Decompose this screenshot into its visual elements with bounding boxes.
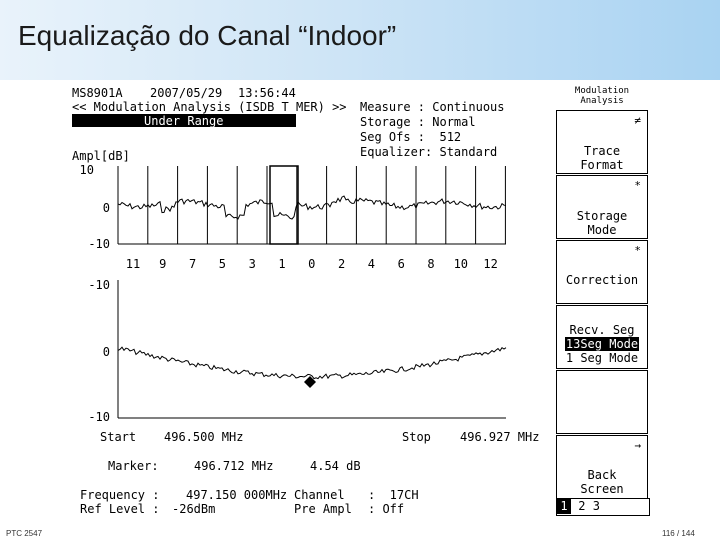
segment-label: 8 <box>427 257 435 271</box>
segment-label: 10 <box>453 257 469 271</box>
recv-seg-softkey[interactable] <box>556 305 648 369</box>
back-screen-softkey[interactable] <box>556 435 648 499</box>
upper-segment-dividers <box>148 166 506 244</box>
instrument-time: 13:56:44 <box>238 86 296 100</box>
instrument-date: 2007/05/29 <box>150 86 223 100</box>
seg-ofs-setting: Seg Ofs : 512 <box>360 130 462 144</box>
lower-response-trace <box>118 347 506 378</box>
segment-label: 0 <box>308 257 316 271</box>
segment-label: 6 <box>397 257 405 271</box>
upper-ytick-top: 10 <box>79 163 94 177</box>
ref-level-label: Ref Level : <box>80 502 160 516</box>
channel-value: : 17CH <box>368 488 419 502</box>
stop-value: 496.927 MHz <box>460 430 540 444</box>
seg13-mode-option[interactable] <box>557 337 647 351</box>
start-label: Start <box>100 430 137 444</box>
storage-setting: Storage : Normal <box>360 115 476 129</box>
upper-amplitude-trace <box>118 196 506 219</box>
lower-ytick-mid: 0 <box>102 345 110 359</box>
trace-format-label-1: Trace <box>583 144 621 158</box>
segment-label: 4 <box>367 257 376 271</box>
marker-label: Marker: <box>108 459 159 473</box>
frequency-label: Frequency : <box>80 488 160 502</box>
segment-label: 2 <box>337 257 346 271</box>
segment-1-highlight-box <box>270 166 298 244</box>
correction-label: Correction <box>565 273 639 287</box>
softkey-header-line2: Analysis <box>580 96 624 106</box>
back-screen-label-2: Screen <box>580 482 624 496</box>
footer-course: PTC 2547 <box>6 529 43 538</box>
pre-ampl-value: : Off <box>368 502 405 516</box>
softkey-header-line1: Modulation <box>574 86 630 96</box>
page-3-indicator[interactable]: 3 <box>592 499 600 513</box>
storage-mode-label-2: Mode <box>587 223 617 237</box>
lower-ytick-bottom: -10 <box>88 410 110 424</box>
page-indicator <box>556 498 650 516</box>
instrument-model: MS8901A <box>72 86 123 100</box>
pre-ampl-label: Pre Ampl <box>294 502 352 516</box>
lower-plot-frame <box>118 280 506 418</box>
seg13-mode-label: 13Seg Mode <box>565 337 639 351</box>
measure-setting: Measure : Continuous <box>360 100 505 114</box>
under-range-label: Under Range <box>144 114 224 128</box>
upper-plot-frame <box>118 166 506 244</box>
start-value: 496.500 MHz <box>164 430 244 444</box>
segment-label: 12 <box>483 257 498 271</box>
storage-mode-softkey[interactable] <box>556 175 648 239</box>
page-2-indicator[interactable]: 2 <box>578 499 586 513</box>
upper-ylabel: Ampl[dB] <box>72 149 130 163</box>
segment-label: 1 <box>278 257 286 271</box>
storage-mode-label-1: Storage <box>576 209 628 223</box>
segment-label: 9 <box>159 257 167 271</box>
marker-level: 4.54 dB <box>310 459 361 473</box>
segment-label: 5 <box>218 257 227 271</box>
upper-ytick-bottom: -10 <box>88 237 110 251</box>
channel-label: Channel <box>294 488 345 502</box>
correction-mark: * <box>634 244 641 257</box>
storage-mode-mark: * <box>634 179 641 192</box>
slide-title: Equalização do Canal “Indoor” <box>18 20 397 51</box>
upper-ytick-mid: 0 <box>102 201 110 215</box>
segment-label: 7 <box>188 257 197 271</box>
trace-format-softkey[interactable] <box>556 110 648 174</box>
marker-symbol <box>304 376 316 388</box>
footer-page-number: 116 / 144 <box>662 529 695 538</box>
trace-format-mark: ≠ <box>634 114 641 127</box>
segment-label: 3 <box>248 257 256 271</box>
marker-frequency: 496.712 MHz <box>194 459 274 473</box>
back-arrow-icon: → <box>634 439 641 452</box>
stop-label: Stop <box>402 430 431 444</box>
correction-softkey[interactable] <box>556 240 648 304</box>
lower-ytick-top: -10 <box>88 278 110 292</box>
mode-title: << Modulation Analysis (ISDB T MER) >> <box>72 100 347 114</box>
segment-label: 11 <box>125 257 141 271</box>
blank-softkey[interactable] <box>556 370 648 434</box>
softkey-menu-header <box>556 86 648 106</box>
recv-seg-label: Recv. Seg <box>569 323 635 337</box>
page-1-indicator[interactable]: 1 <box>557 499 571 514</box>
frequency-value: 497.150 000MHz <box>186 488 288 502</box>
back-screen-label-1: Back <box>587 468 617 482</box>
seg1-mode-option[interactable]: 1 Seg Mode <box>565 351 639 365</box>
trace-format-label-2: Format <box>580 158 624 172</box>
upper-segment-labels <box>126 257 498 271</box>
equalizer-setting: Equalizer: Standard <box>360 145 498 159</box>
ref-level-value: -26dBm <box>172 502 216 516</box>
